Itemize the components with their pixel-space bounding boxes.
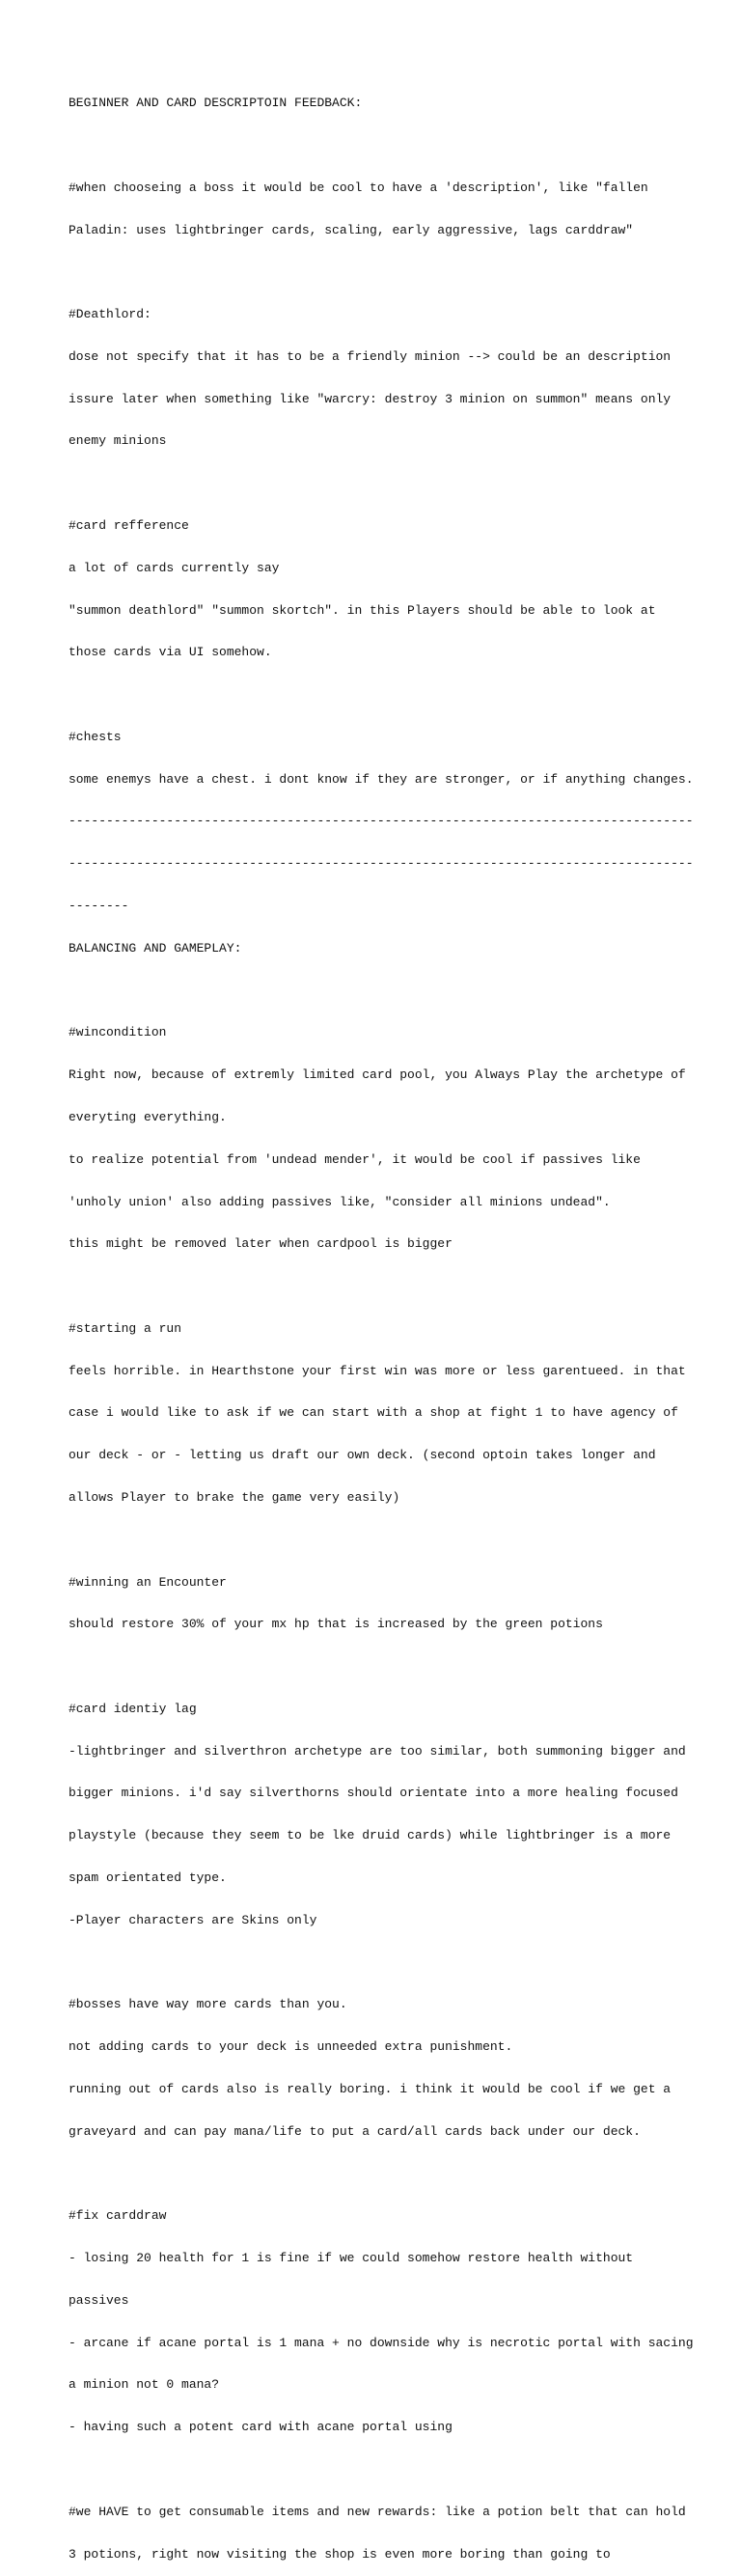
topic-heading: #fix carddraw bbox=[69, 2208, 167, 2224]
blank-line bbox=[69, 139, 686, 153]
text-line: case i would like to ask if we can start with a shop at fight 1 to have agency of bbox=[69, 1405, 678, 1421]
topic-heading: #chests bbox=[69, 729, 122, 744]
document-page bbox=[69, 69, 694, 2576]
topic-heading: #card refference bbox=[69, 518, 189, 533]
topic-heading: #card identiy lag bbox=[69, 1701, 197, 1716]
text-line: 3 potions, right now visiting the shop is even more boring than going to bbox=[69, 2546, 611, 2562]
blank-line bbox=[69, 1660, 686, 1675]
divider-line: ----------------------------------------------------------------------------------- bbox=[69, 856, 694, 872]
text-line: those cards via UI somehow. bbox=[69, 645, 272, 660]
topic-heading: #Deathlord: bbox=[69, 307, 151, 322]
text-line: - having such a potent card with acane portal using bbox=[69, 2420, 453, 2435]
text-line: not adding cards to your deck is unneeded extra punishment. bbox=[69, 2039, 513, 2055]
blank-line bbox=[69, 984, 686, 999]
text-line: "summon deathlord" "summon skortch". in this Players should be able to look at bbox=[69, 602, 656, 618]
text-line: enemy minions bbox=[69, 433, 167, 449]
topic-heading: #bosses have way more cards than you. bbox=[69, 1997, 347, 2012]
text-line: some enemys have a chest. i dont know if they are stronger, or if anything changes. bbox=[69, 771, 694, 787]
text-line: bigger minions. i'd say silverthorns should orientate into a more healing focused bbox=[69, 1786, 678, 1801]
text-line: everyting everything. bbox=[69, 1109, 227, 1124]
text-line: feels horrible. in Hearthstone your first win was more or less garentueed. in that bbox=[69, 1363, 686, 1378]
text-line: graveyard and can pay mana/life to put a card/all cards back under our deck. bbox=[69, 2123, 641, 2139]
text-line: to realize potential from 'undead mender', it would be cool if passives like bbox=[69, 1151, 641, 1167]
text-line: - losing 20 health for 1 is fine if we could somehow restore health without bbox=[69, 2251, 634, 2266]
blank-line bbox=[69, 2167, 686, 2181]
blank-line bbox=[69, 1956, 686, 1971]
blank-line bbox=[69, 2463, 686, 2478]
blank-line bbox=[69, 1280, 686, 1294]
text-line: a lot of cards currently say bbox=[69, 560, 280, 575]
divider-line: -------- bbox=[69, 899, 129, 914]
text-line: - arcane if acane portal is 1 mana + no downside why is necrotic portal with sacing bbox=[69, 2335, 694, 2350]
text-line: passives bbox=[69, 2292, 129, 2308]
blank-line bbox=[69, 1534, 686, 1548]
text-line: #when chooseing a boss it would be cool to have a 'description', like "fallen bbox=[69, 180, 648, 195]
blank-line bbox=[69, 265, 686, 280]
text-line: Right now, because of extremly limited card pool, you Always Play the archetype of bbox=[69, 1067, 686, 1083]
topic-heading: #wincondition bbox=[69, 1025, 167, 1040]
text-line: spam orientated type. bbox=[69, 1870, 227, 1885]
blank-line bbox=[69, 477, 686, 491]
text-line: -lightbringer and silverthron archetype are too similar, both summoning bigger and bbox=[69, 1743, 686, 1759]
blank-line bbox=[69, 688, 686, 703]
text-line: 'unholy union' also adding passives like, "consider all minions undead". bbox=[69, 1194, 611, 1209]
text-line: a minion not 0 mana? bbox=[69, 2377, 220, 2393]
text-line: this might be removed later when cardpool is bigger bbox=[69, 1236, 453, 1252]
topic-heading: #starting a run bbox=[69, 1320, 182, 1336]
divider-line: ----------------------------------------------------------------------------------- bbox=[69, 814, 694, 829]
text-line: running out of cards also is really boring. i think it would be cool if we get a bbox=[69, 2081, 672, 2096]
text-line: allows Player to brake the game very easily) bbox=[69, 1489, 400, 1505]
text-line: -Player characters are Skins only bbox=[69, 1912, 317, 1927]
section-heading: BALANCING AND GAMEPLAY: bbox=[69, 940, 242, 956]
topic-heading: #we HAVE to get consumable items and new rewards: like a potion belt that can hold bbox=[69, 2504, 686, 2519]
text-line: issure later when something like "warcry: destroy 3 minion on summon" means only bbox=[69, 391, 672, 406]
text-line: dose not specify that it has to be a friendly minion --> could be an description bbox=[69, 348, 672, 364]
text-line: should restore 30% of your mx hp that is increased by the green potions bbox=[69, 1617, 603, 1632]
text-line: our deck - or - letting us draft our own deck. (second optoin takes longer and bbox=[69, 1448, 656, 1463]
text-line: Paladin: uses lightbringer cards, scaling, early aggressive, lags carddraw" bbox=[69, 222, 634, 237]
text-line: playstyle (because they seem to be lke druid cards) while lightbringer is a more bbox=[69, 1828, 672, 1843]
topic-heading: #winning an Encounter bbox=[69, 1574, 227, 1590]
section-heading: BEGINNER AND CARD DESCRIPTOIN FEEDBACK: bbox=[69, 96, 363, 111]
